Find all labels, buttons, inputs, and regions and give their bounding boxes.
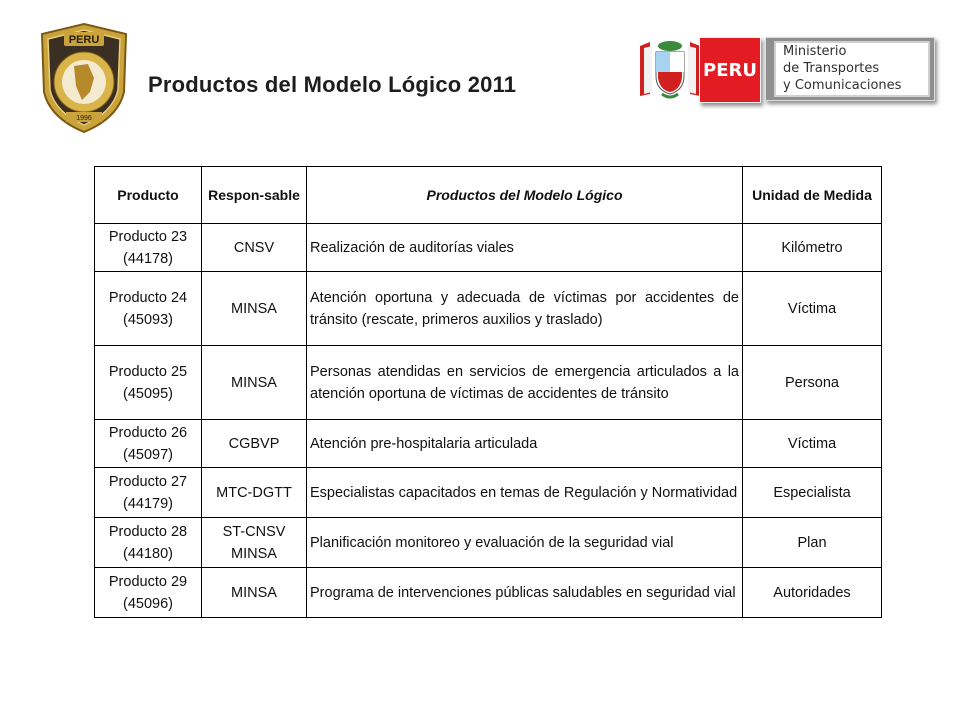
peru-coat-of-arms-icon — [636, 36, 704, 102]
table-row — [95, 272, 882, 346]
cell-descripcion: Especialistas capacitados en temas de Regulación y Normatividad — [307, 468, 743, 518]
cell-responsable: ST-CNSV MINSA — [202, 518, 307, 568]
cell-producto: Producto 25 (45095) — [95, 346, 202, 420]
cell-unidad: Persona — [743, 346, 882, 420]
cell-unidad: Autoridades — [743, 568, 882, 618]
cell-producto: Producto 29 (45096) — [95, 568, 202, 618]
header-responsable: Respon-sable — [202, 167, 307, 224]
cell-responsable: CGBVP — [202, 420, 307, 468]
table-row — [95, 224, 882, 272]
cell-responsable: CNSV — [202, 224, 307, 272]
ministry-text-block — [774, 41, 930, 97]
shield-year: 1996 — [76, 115, 92, 122]
cell-descripcion: Programa de intervenciones públicas saludables en seguridad vial — [307, 568, 743, 618]
cell-unidad: Víctima — [743, 272, 882, 346]
ministry-badge — [765, 37, 935, 101]
cell-responsable: MINSA — [202, 272, 307, 346]
cell-responsable: MTC-DGTT — [202, 468, 307, 518]
cell-descripcion: Atención pre-hospitalaria articulada — [307, 420, 743, 468]
peru-label: PERU — [703, 59, 757, 81]
cell-producto: Producto 28 (44180) — [95, 518, 202, 568]
shield-top-text: PERU — [68, 34, 100, 46]
cell-unidad: Kilómetro — [743, 224, 882, 272]
cell-producto: Producto 26 (45097) — [95, 420, 202, 468]
table-row — [95, 420, 882, 468]
table-row — [95, 568, 882, 618]
cell-descripcion: Planificación monitoreo y evaluación de la seguridad vial — [307, 518, 743, 568]
table-row — [95, 468, 882, 518]
ministry-line-3: y Comunicaciones — [783, 78, 902, 93]
cell-unidad: Especialista — [743, 468, 882, 518]
header-unidad: Unidad de Medida — [743, 167, 882, 224]
table-row — [95, 518, 882, 568]
cell-responsable: MINSA — [202, 346, 307, 420]
products-table — [94, 166, 882, 618]
consejo-nacional-shield-logo — [38, 22, 130, 134]
cell-descripcion: Atención oportuna y adecuada de víctimas por accidentes de tránsito (rescate, primeros auxilios y traslado) — [307, 272, 743, 346]
cell-descripcion: Personas atendidas en servicios de emergencia articulados a la atención oportuna de víctimas de accidentes de tránsito — [307, 346, 743, 420]
cell-producto: Producto 27 (44179) — [95, 468, 202, 518]
table-header-row — [95, 167, 882, 224]
cell-unidad: Víctima — [743, 420, 882, 468]
cell-producto: Producto 23 (44178) — [95, 224, 202, 272]
ministry-line-1: Ministerio — [783, 44, 847, 59]
page-title: Productos del Modelo Lógico 2011 — [148, 72, 517, 97]
ministry-line-2: de Transportes — [783, 61, 880, 76]
header-producto: Producto — [95, 167, 202, 224]
cell-unidad: Plan — [743, 518, 882, 568]
cell-descripcion: Realización de auditorías viales — [307, 224, 743, 272]
peru-badge — [699, 37, 761, 103]
table-row — [95, 346, 882, 420]
header-modelo-logico: Productos del Modelo Lógico — [307, 167, 743, 224]
cell-producto: Producto 24 (45093) — [95, 272, 202, 346]
cell-responsable: MINSA — [202, 568, 307, 618]
